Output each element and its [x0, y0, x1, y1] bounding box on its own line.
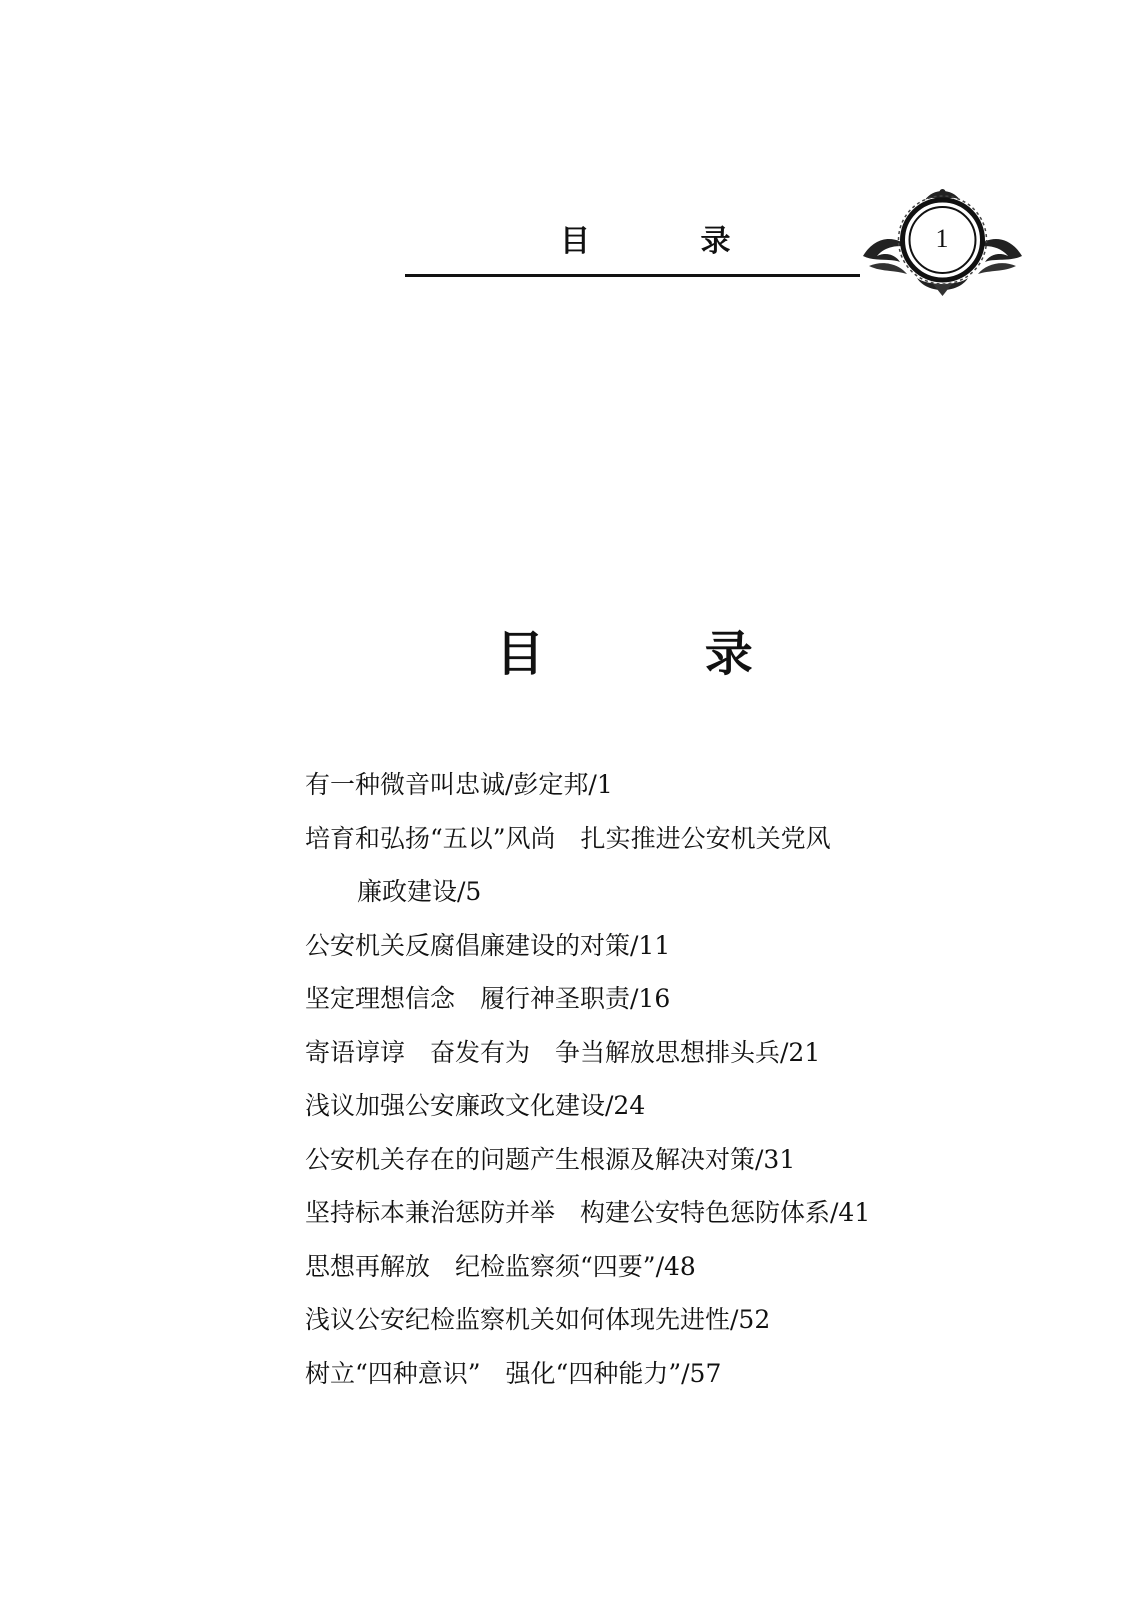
toc-entry: 公安机关反腐倡廉建设的对策/11	[305, 930, 671, 960]
toc-entry: 培育和弘扬“五以”风尚 扎实推进公安机关党风 廉政建设/5	[305, 812, 945, 919]
toc-entry: 坚定理想信念 履行神圣职责/16	[305, 984, 671, 1013]
toc-entry: 有一种微音叫忠诚/彭定邦/1	[305, 770, 613, 799]
toc-title: 目 录	[496, 626, 825, 682]
toc-entry-continuation: 廉政建设/5	[357, 877, 482, 906]
toc-entry: 寄语谆谆 奋发有为 争当解放思想排头兵/21	[305, 1037, 821, 1067]
toc-entry: 公安机关存在的问题产生根源及解决对策/31	[305, 1144, 796, 1174]
toc-entry: 思想再解放 纪检监察须“四要”/48	[305, 1251, 696, 1281]
header-rule	[405, 274, 860, 277]
toc-entry: 坚持标本兼治惩防并举 构建公安特色惩防体系/41	[305, 1198, 871, 1227]
page-number: 1	[935, 224, 949, 253]
toc-entry: 浅议加强公安廉政文化建设/24	[305, 1091, 646, 1120]
toc-entry: 树立“四种意识” 强化“四种能力”/57	[305, 1358, 722, 1388]
toc-entry: 浅议公安纪检监察机关如何体现先进性/52	[305, 1305, 771, 1334]
running-header-title: 目 录	[560, 224, 781, 259]
toc-list	[305, 758, 945, 1400]
